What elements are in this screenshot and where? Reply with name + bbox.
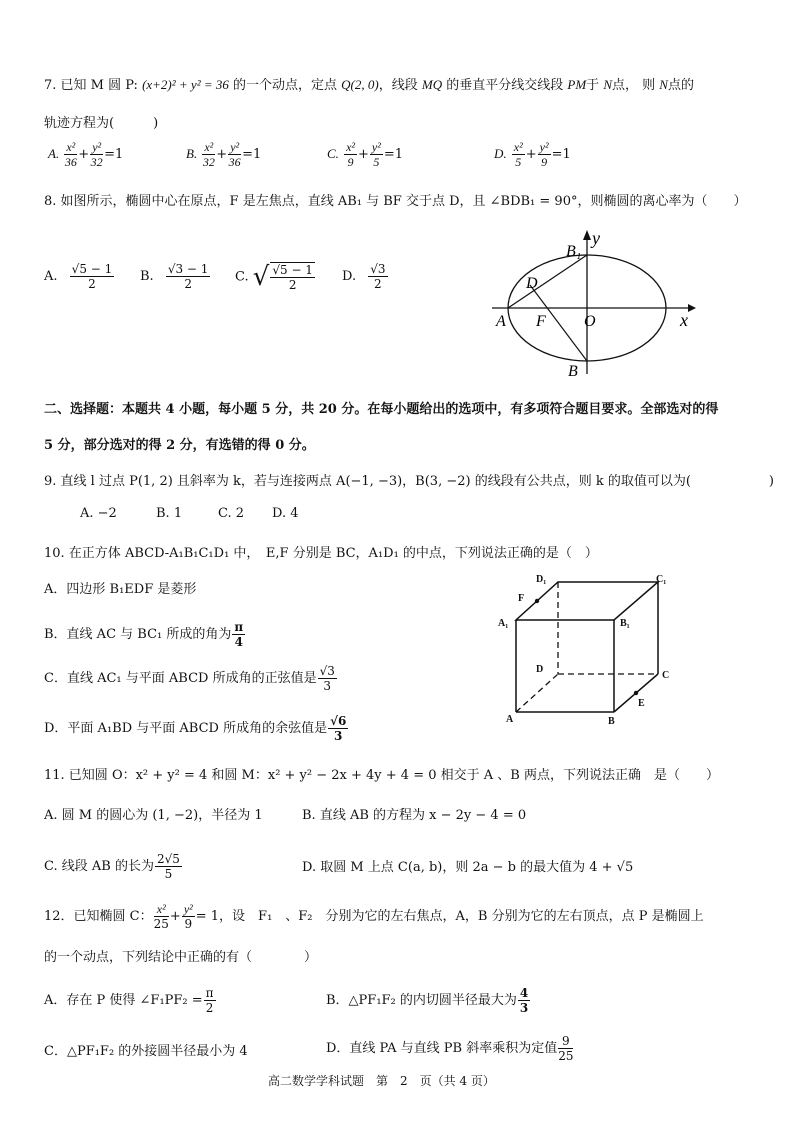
option-label: C. xyxy=(327,146,339,161)
denominator: 32 xyxy=(90,155,103,169)
q7-text: 7. 已知 M 圆 P: xyxy=(44,78,138,93)
q7-stem-line1 xyxy=(44,74,694,93)
label-d: D xyxy=(536,664,544,675)
q9-option-d[interactable]: D. 4 xyxy=(272,506,299,521)
q7-segment-pm: PM xyxy=(567,77,587,92)
option-label: B. xyxy=(186,146,198,161)
stem-text: 12．已知椭圆 C： xyxy=(44,909,153,924)
q11-option-d[interactable]: D. 取圆 M 上点 C(a, b)，则 2a − b 的最大值为 4 + √5 xyxy=(302,860,634,875)
fraction xyxy=(232,620,245,649)
fraction xyxy=(370,140,383,169)
denominator: 25 xyxy=(558,1049,574,1063)
q10-option-d[interactable] xyxy=(44,714,349,743)
q10-option-b[interactable] xyxy=(44,620,246,649)
label-x: x xyxy=(680,310,688,330)
option-label: A. xyxy=(48,146,60,161)
label-f: F xyxy=(536,313,546,330)
numerator: 4 xyxy=(519,986,529,1000)
denominator: 3 xyxy=(323,679,332,693)
numerator: √6 xyxy=(330,714,347,728)
numerator: √3 xyxy=(370,262,386,276)
q7-point-q: Q(2, 0) xyxy=(341,77,379,92)
label-a1: A₁ xyxy=(498,618,509,629)
q12-option-d[interactable] xyxy=(326,1034,574,1063)
label-b: B xyxy=(568,363,578,378)
denominator: 5 xyxy=(164,867,173,881)
q9-option-a[interactable]: A. −2 xyxy=(80,506,117,521)
option-text: D．平面 A₁BD 与平面 ABCD 所成角的余弦值是 xyxy=(44,721,328,736)
q7-option-d[interactable]: D. $\frac{\text{x²}}{5}$ + $\frac{\text{y²}}{9}$ =1 xyxy=(494,140,571,169)
q7-option-b[interactable]: B. $\frac{\text{x²}}{32}$ + $\frac{\text{y²}}{36}$ =1 xyxy=(186,140,262,169)
label-d1: D₁ xyxy=(536,574,547,585)
denominator: 3 xyxy=(519,1001,529,1015)
radical-sign: √ xyxy=(252,262,270,292)
q7-stem-line2: 轨迹方程为( ) xyxy=(44,116,159,131)
q7-circle-equation: (x+2)² + y² = 36 xyxy=(142,77,229,92)
q9-option-c[interactable]: C. 2 xyxy=(218,506,245,521)
numerator: y² xyxy=(183,902,193,916)
q7-text: 于 xyxy=(586,78,600,93)
label-b1: B₁ xyxy=(566,243,582,260)
q9-stem: 9. 直线 l 过点 P(1, 2) 且斜率为 k，若与连接两点 A(−1, −3)，B(3, −2) 的线段有公共点，则 k 的取值可以为( ) xyxy=(44,474,775,489)
numerator: π xyxy=(234,620,244,634)
y-axis-arrow xyxy=(583,230,591,240)
numerator: x² xyxy=(204,140,214,154)
fraction xyxy=(368,262,387,291)
rhs: =1 xyxy=(383,147,404,162)
q8-option-b[interactable] xyxy=(140,262,211,291)
q9-option-b[interactable]: B. 1 xyxy=(156,506,183,521)
q7-segment-mq: MQ xyxy=(421,77,443,92)
q12-option-c[interactable]: C．△PF₁F₂ 的外接圆半径最小为 4 xyxy=(44,1044,248,1059)
q10-cube-figure xyxy=(496,568,676,728)
label-o: O xyxy=(584,313,596,330)
section2-instructions-line1: 二、选择题：本题共 4 小题，每小题 5 分，共 20 分。在每小题给出的选项中，有多项符合题目要求。全部选对的得 xyxy=(44,402,719,417)
label-d: D xyxy=(526,275,538,292)
numerator: √5 − 1 xyxy=(272,263,313,277)
label-e: E xyxy=(638,698,645,709)
option-label: D. xyxy=(494,146,507,161)
fraction xyxy=(512,140,525,169)
q12-option-b[interactable] xyxy=(326,986,531,1015)
q10-option-c[interactable] xyxy=(44,664,338,693)
q7-option-c[interactable]: C. $\frac{\text{x²}}{9}$ + $\frac{\text{y²}}{5}$ =1 xyxy=(327,140,404,169)
denominator: 5 xyxy=(515,155,522,169)
label-f: F xyxy=(518,593,525,604)
numerator: x² xyxy=(154,902,169,917)
q7-text: 点的 xyxy=(667,78,694,93)
q12-option-a[interactable] xyxy=(44,986,217,1015)
numerator: 9 xyxy=(558,1034,573,1049)
page-footer: 高二数学学科试题 第 2 页（共 4 页） xyxy=(268,1074,495,1088)
fraction xyxy=(202,140,215,169)
option-label: C. xyxy=(235,269,249,285)
option-text: B．直线 AC 与 BC₁ 所成的角为 xyxy=(44,627,232,642)
denominator: 9 xyxy=(347,155,354,169)
fraction xyxy=(204,986,216,1015)
q7-text: ，线段 xyxy=(378,78,418,93)
numerator: x² xyxy=(346,140,355,154)
option-text: A．存在 P 使得 ∠F₁PF₂ = xyxy=(44,993,203,1008)
q11-option-a[interactable]: A. 圆 M 的圆心为 (1, −2)，半径为 1 xyxy=(44,808,263,823)
fraction xyxy=(518,986,530,1015)
q12-stem-line2: 的一个动点，下列结论中正确的有（ ） xyxy=(44,950,318,965)
denominator: 5 xyxy=(373,155,380,169)
denominator: 3 xyxy=(334,729,343,743)
rhs: =1 xyxy=(242,147,262,162)
denominator: 36 xyxy=(64,155,77,169)
line-ab1 xyxy=(508,255,587,308)
fraction xyxy=(344,140,357,169)
denominator: 2 xyxy=(88,277,96,291)
q8-option-c[interactable] xyxy=(235,262,316,292)
q7-text: 的垂直平分线交线段 xyxy=(446,78,564,93)
fraction xyxy=(182,902,195,931)
numerator: y² xyxy=(92,140,102,154)
fraction xyxy=(318,664,337,693)
option-text: C. 线段 AB 的长为 xyxy=(44,859,154,874)
fraction xyxy=(64,140,77,169)
q8-option-d[interactable] xyxy=(342,262,389,291)
option-text: D．直线 PA 与直线 PB 斜率乘积为定值 xyxy=(326,1041,558,1056)
q8-option-a[interactable] xyxy=(44,262,115,291)
q10-option-a[interactable]: A．四边形 B₁EDF 是菱形 xyxy=(44,582,197,597)
q11-stem: 11. 已知圆 O：x² + y² = 4 和圆 M：x² + y² − 2x + 4y + 4 = 0 相交于 A 、B 两点，下列说法正确 是（ ） xyxy=(44,768,719,783)
denominator: 4 xyxy=(234,635,243,649)
numerator: x² xyxy=(66,140,76,154)
denominator: 2 xyxy=(288,278,297,292)
label-c: C xyxy=(662,670,670,681)
fraction xyxy=(328,714,348,743)
fraction xyxy=(90,140,103,169)
numerator: √5 − 1 xyxy=(71,262,113,276)
numerator: 2√5 xyxy=(156,852,180,866)
option-text: B．△PF₁F₂ 的内切圆半径最大为 xyxy=(326,993,517,1008)
denominator: 32 xyxy=(202,155,215,169)
denominator: 2 xyxy=(205,1001,214,1015)
label-c1: C₁ xyxy=(656,574,667,585)
q7-option-a[interactable]: A. $\frac{\text{x²}}{36}$ + $\frac{\text{y²}}{32}$ =1 xyxy=(48,140,124,169)
point-f xyxy=(535,599,539,603)
numerator: √3 xyxy=(319,664,335,678)
numerator: x² xyxy=(513,140,523,154)
fraction xyxy=(70,262,115,291)
denominator: 9 xyxy=(541,155,548,169)
edge-ad-hidden xyxy=(516,674,558,712)
numerator: √3 − 1 xyxy=(167,262,209,276)
rhs: =1 xyxy=(551,147,571,162)
stem-text: = 1，设 F₁ 、F₂ 分别为它的左右焦点，A，B 分别为它的左右顶点，点 P 是椭圆上 xyxy=(195,909,704,924)
option-text: C．直线 AC₁ 与平面 ABCD 所成角的正弦值是 xyxy=(44,671,317,686)
numerator: y² xyxy=(230,140,240,154)
fraction xyxy=(558,1034,573,1063)
option-label: A. xyxy=(44,269,58,284)
q7-point-n: N xyxy=(659,77,668,92)
fraction xyxy=(166,262,211,291)
numerator: y² xyxy=(371,140,381,154)
q7-text: 点， 则 xyxy=(612,78,656,93)
denominator: 9 xyxy=(184,917,193,931)
fraction xyxy=(228,140,241,169)
q7-text: 的一个动点，定点 xyxy=(233,78,338,93)
x-axis-arrow xyxy=(688,304,696,312)
denominator: 2 xyxy=(374,277,382,291)
denominator: 36 xyxy=(228,155,241,169)
fraction xyxy=(538,140,551,169)
q11-option-b[interactable]: B. 直线 AB 的方程为 x − 2y − 4 = 0 xyxy=(302,808,527,823)
label-b1: B₁ xyxy=(620,618,630,629)
denominator: 2 xyxy=(184,277,192,291)
q12-stem-line1: 12．已知椭圆 C： $\frac{\text{x²}}{25}$ + $\frac{\text{y²}}{9}$ = 1，设 F₁ 、F₂ 分别为它的左右焦点，A，B 分别为它的左右顶点，点 P 是椭圆上 xyxy=(44,902,704,931)
q8-stem: 8. 如图所示，椭圆中心在原点，F 是左焦点，直线 AB₁ 与 BF 交于点 D，且 ∠BDB₁ = 90°，则椭圆的离心率为（ ） xyxy=(44,194,747,209)
label-y: y xyxy=(592,228,600,248)
label-a: A xyxy=(496,313,506,330)
q11-option-c[interactable] xyxy=(44,852,183,881)
rhs: =1 xyxy=(104,147,124,162)
fraction xyxy=(270,262,315,292)
fraction xyxy=(155,852,182,881)
fraction xyxy=(154,902,169,931)
label-b: B xyxy=(608,716,615,727)
section2-instructions-line2: 5 分，部分选对的得 2 分，有选错的得 0 分。 xyxy=(44,438,315,453)
numerator: π xyxy=(205,986,214,1000)
denominator: 25 xyxy=(153,917,169,931)
point-e xyxy=(634,691,638,695)
q7-point-n: N xyxy=(603,77,612,92)
q8-ellipse-figure xyxy=(488,226,698,378)
option-label: B. xyxy=(140,269,154,284)
q10-stem: 10. 在正方体 ABCD-A₁B₁C₁D₁ 中， E,F 分别是 BC，A₁D₁ 的中点，下列说法正确的是（ ） xyxy=(44,546,598,561)
option-label: D. xyxy=(342,269,357,284)
numerator: y² xyxy=(539,140,549,154)
label-a: A xyxy=(506,714,514,725)
